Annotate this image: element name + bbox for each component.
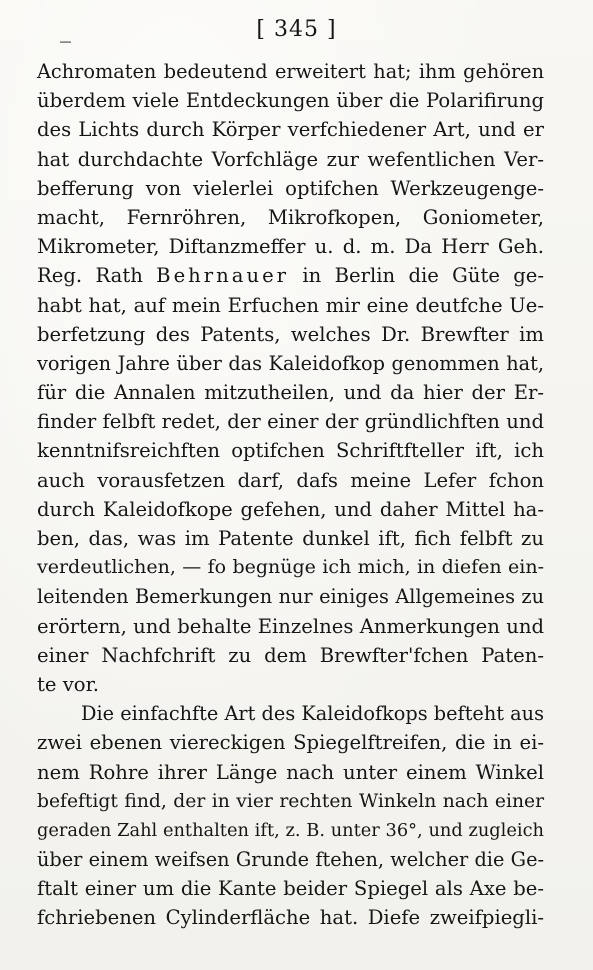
text-line-9: habt hat, auf mein Erfuchen mir eine deutfche Ue-	[37, 293, 544, 317]
text-line-11: vorigen Jahre über das Kaleidofkop genommen hat,	[37, 351, 544, 375]
text-line-2: überdem viele Entdeckungen über die Polarifirung	[37, 89, 544, 113]
text-line-3: des Lichts durch Körper verfchiedener Art, und er	[37, 118, 544, 142]
text-line-24: zwei ebenen viereckigen Spiegelftreifen, die in ei-	[37, 731, 544, 755]
text-line-5: befferung von vielerlei optifchen Werkzeugenge-	[37, 176, 544, 200]
text-line-14: kenntnifsreichften optifchen Schriftfteller ift, ich	[37, 439, 544, 463]
text-line-27: geraden Zahl enthalten ift, z. B. unter 36°, und zugleich	[37, 819, 544, 841]
text-line-13: finder felbft redet, der einer der gründlichften und	[37, 410, 544, 434]
header-dash: _	[60, 18, 71, 43]
text-line-19: leitenden Bemerkungen nur einiges Allgemeines zu	[37, 585, 544, 609]
text-line-7: Mikrometer, Diftanzmeffer u. d. m. Da Herr Geh.	[37, 235, 544, 259]
text-line-4: hat durchdachte Vorfchläge zur wefentlichen Ver-	[37, 147, 544, 171]
text-line-23: Die einfachfte Art des Kaleidofkops befteht aus	[81, 702, 544, 726]
text-line-28: über einem weifsen Grunde ftehen, welcher die Ge-	[37, 848, 544, 872]
text-line-22: te vor.	[37, 672, 100, 696]
text-line-18: verdeutlichen, — fo begnüge ich mich, in diefen ein-	[37, 556, 544, 579]
text-line-8-before: Reg. Rath	[37, 264, 157, 288]
text-line-21: einer Nachfchrift zu dem Brewfter'fchen Paten-	[37, 643, 544, 667]
page-header	[0, 16, 593, 46]
text-line-8	[37, 261, 544, 290]
text-line-8-after: in Berlin die Güte ge-	[289, 264, 545, 288]
body-text	[37, 57, 544, 933]
text-line-10: berfetzung des Patents, welches Dr. Brewfter im	[37, 322, 544, 346]
text-line-25: nem Rohre ihrer Länge nach unter einem Winkel	[37, 760, 544, 784]
text-line-6: macht, Fernröhren, Mikrofkopen, Goniometer,	[37, 205, 544, 229]
text-line-12: für die Annalen mitzutheilen, und da hier der Er-	[37, 381, 544, 405]
text-line-29: ftalt einer um die Kante beider Spiegel als Axe be-	[37, 877, 544, 901]
text-line-26: befeftigt find, der in vier rechten Winkeln nach einer	[37, 790, 544, 812]
text-line-17: ben, das, was im Patente dunkel ift, fich felbft zu	[37, 527, 544, 550]
text-line-15: auch vorausfetzen darf, dafs meine Lefer fchon	[37, 468, 544, 492]
text-line-20: erörtern, und behalte Einzelnes Anmerkungen und	[37, 614, 544, 638]
text-line-30: fchriebenen Cylinderfläche hat. Diefe zweifpiegli-	[37, 906, 544, 930]
author-name-spaced: Behrnauer	[156, 264, 290, 288]
page-number: [ 345 ]	[256, 17, 337, 42]
text-line-1: Achromaten bedeutend erweitert hat; ihm gehören	[37, 60, 544, 83]
text-line-16: durch Kaleidofkope gefehen, und daher Mittel ha-	[37, 497, 544, 521]
